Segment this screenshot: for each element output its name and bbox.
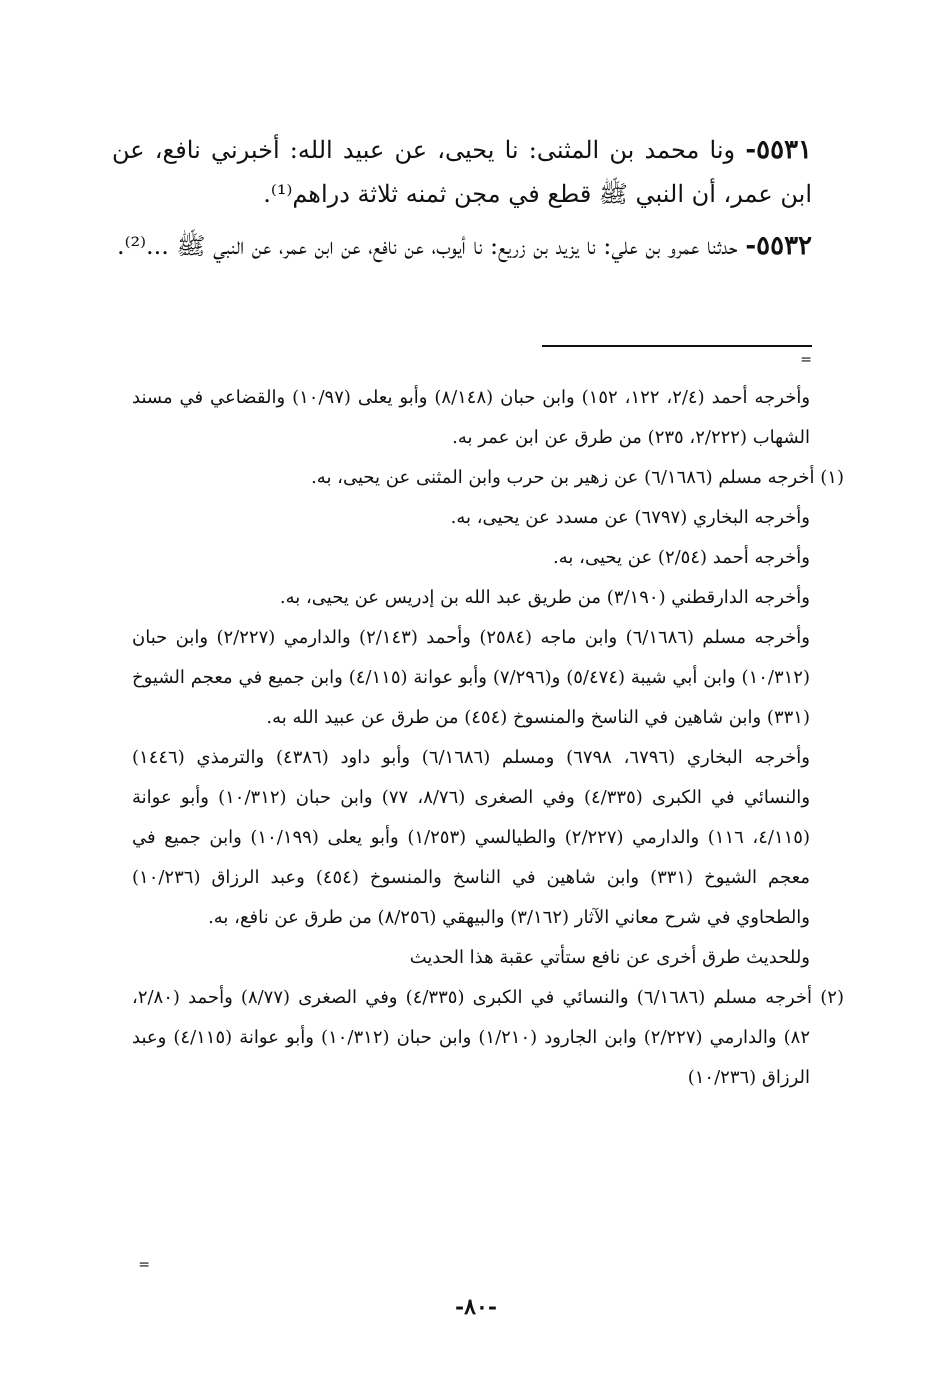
footnote-1-line: وأخرجه البخاري (٦٧٩٦، ٦٧٩٨) ومسلم (٦/١٦٨٦) وأبو داود (٤٣٨٦) والترمذي (١٤٤٦) والنسائي في الكبرى (٤/٣٣٥) وفي الصغرى (٨/٧٦، ٧٧) وابن حبان (١٠/٣١٢) وأبو عوانة (٤/١١٥، ١١٦) والدارمي (٢/٢٢٧) والطيالسي (١/٢٥٣) وأبو يعلى (١٠/١٩٩) وابن جميع في معجم الشيوخ (٣٣١) وابن شاهين في الناسخ والمنسوخ (٤٥٤) وعبد الرزاق (١٠/٢٣٦) والطحاوي في شرح معاني الآثار (٣/١٦٢) والبيهقي (٨/٢٥٦) من طرق عن نافع، به. — [132, 747, 811, 928]
footnote-1-line: وأخرجه البخاري (٦٧٩٧) عن مسدد عن يحيى، به. — [450, 507, 810, 528]
footnote-2 — [132, 978, 844, 1098]
footnote-marker: (٢) — [820, 987, 844, 1008]
footnote-marker: (١) — [820, 467, 844, 488]
hadith-number: ٥٥٣٢- — [745, 231, 812, 261]
hadith-number: ٥٥٣١- — [745, 135, 812, 165]
footnote-1-line: وللحديث طرق أخرى عن نافع ستأتي عقبة هذا الحديث — [409, 947, 810, 968]
hadith-5531 — [112, 128, 812, 216]
page-number: -٨٠- — [455, 1294, 497, 1320]
main-text — [112, 128, 812, 276]
hadith-text: حدثنا عمرو بن علي: نا يزيد بن زريع: نا أيوب، عن نافع، عن ابن عمر، عن النبي ﷺ ...⁽²⁾. — [116, 232, 738, 260]
footnote-continuation: وأخرجه أحمد (٢/٤، ١٢٢، ١٥٢) وابن حبان (٨/١٤٨) وأبو يعلى (١٠/٩٧) والقضاعي في مسند الشهاب (٢/٢٢٢، ٢٣٥) من طرق عن ابن عمر به. — [132, 387, 811, 448]
hadith-text: ونا محمد بن المثنى: نا يحيى، عن عبيد الله: أخبرني نافع، عن ابن عمر، أن النبي ﷺ قطع في مجن ثمنه ثلاثة دراهم⁽¹⁾. — [112, 136, 812, 208]
footnote-1 — [132, 458, 844, 498]
footnote-separator-line — [542, 345, 812, 347]
hadith-5532 — [112, 224, 812, 268]
footnotes — [132, 378, 844, 1098]
footnote-1-line: وأخرجه مسلم (٦/١٦٨٦) وابن ماجه (٢٥٨٤) وأحمد (٢/١٤٣) والدارمي (٢/٢٢٧) وابن حبان (١٠/٣١٢) وابن أبي شيبة (٥/٤٧٤) و(٧/٢٩٦) وأبو عوانة (٤/١١٥) وابن جميع في معجم الشيوخ (٣٣١) وابن شاهين في الناسخ والمنسوخ (٤٥٤) من طرق عن عبيد الله به. — [132, 627, 810, 728]
footnote-1-line: وأخرجه أحمد (٢/٥٤) عن يحيى، به. — [553, 547, 810, 568]
bottom-continuation-mark: = — [138, 1257, 150, 1273]
continuation-mark: = — [800, 352, 812, 368]
footnote-text: أخرجه مسلم (٦/١٦٨٦) عن زهير بن حرب وابن المثنى عن يحيى، به. — [311, 467, 815, 488]
footnote-1-line: وأخرجه الدارقطني (٣/١٩٠) من طريق عبد الله بن إدريس عن يحيى، به. — [279, 587, 810, 608]
footnote-text: أخرجه مسلم (٦/١٦٨٦) والنسائي في الكبرى (٤/٣٣٥) وفي الصغرى (٨/٧٧) وأحمد (٢/٨٠، ٨٢) والدارمي (٢/٢٢٧) وابن الجارود (١/٢١٠) وابن حبان (١٠/٣١٢) وأبو عوانة (٤/١١٥) وعبد الرزاق (١٠/٢٣٦) — [132, 987, 813, 1088]
